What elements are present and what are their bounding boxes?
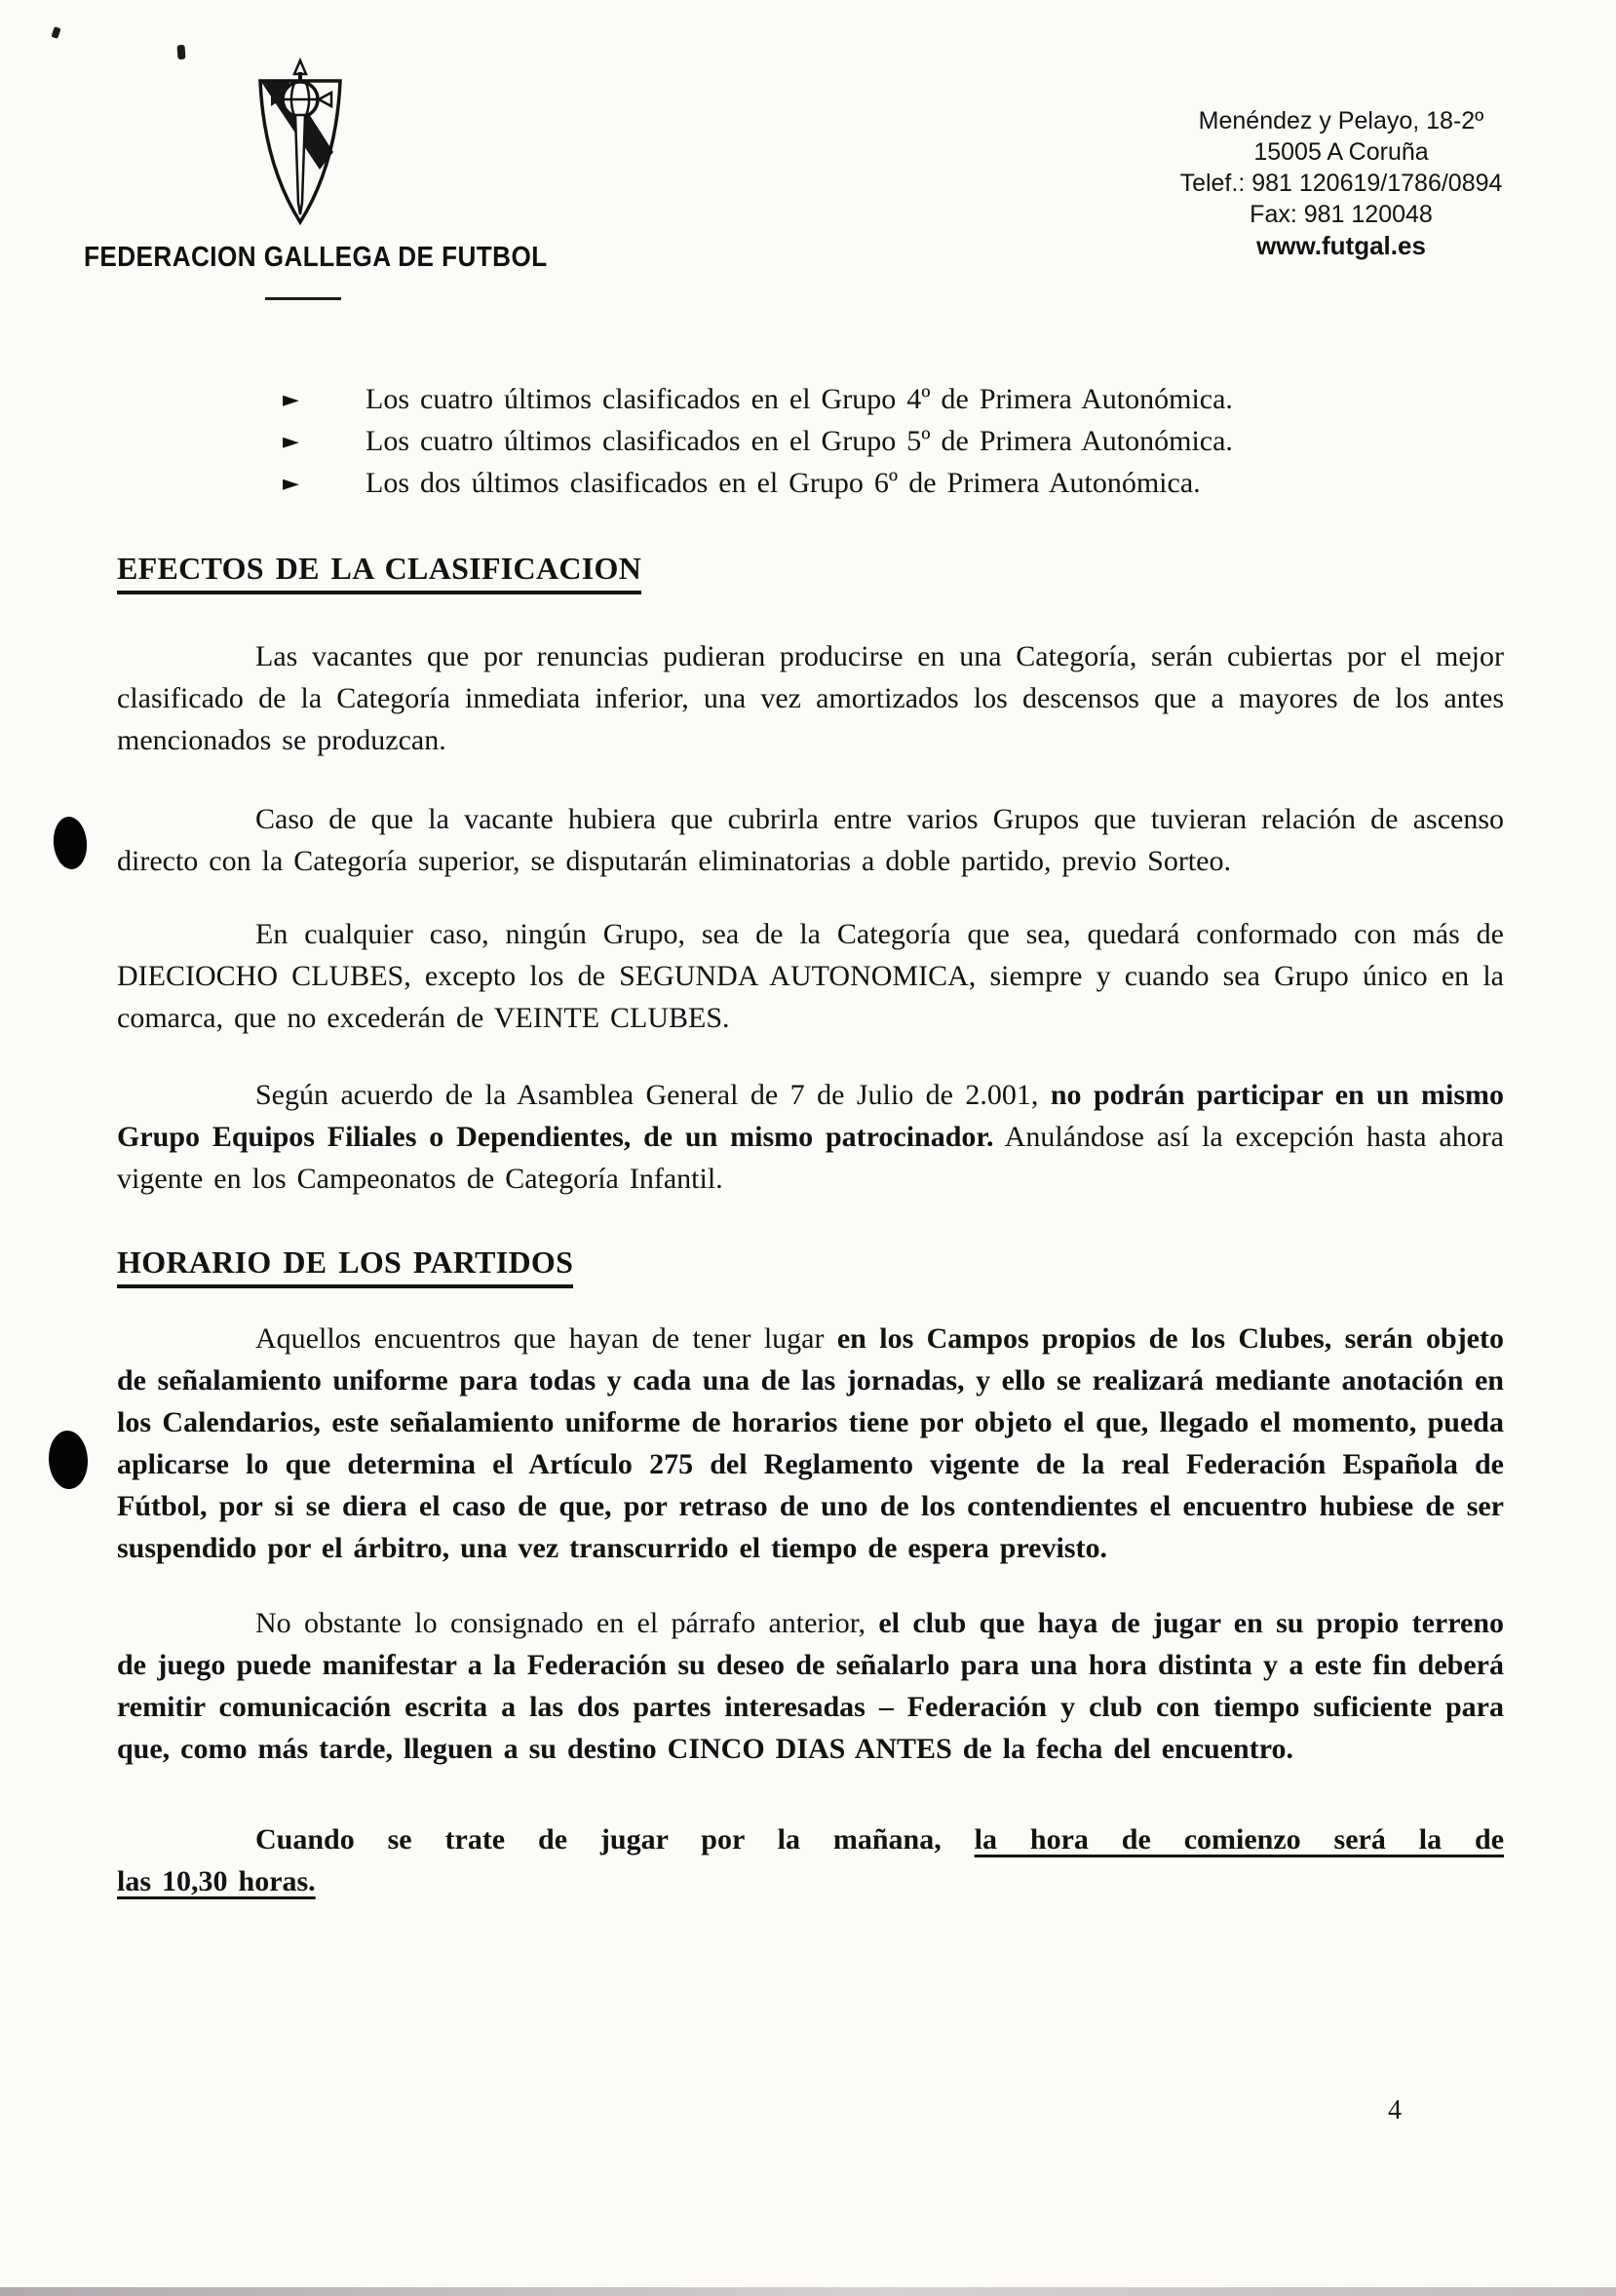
paragraph bbox=[117, 1818, 1504, 1902]
hole-punch-mark bbox=[47, 1430, 89, 1490]
paragraph bbox=[117, 1602, 1504, 1770]
bullet-arrow-icon: ► bbox=[283, 388, 299, 412]
paragraph-segment: Según acuerdo de la Asamblea General de 7 de Julio de 2.001, bbox=[255, 1079, 1051, 1111]
section-title-horario: HORARIO DE LOS PARTIDOS bbox=[117, 1243, 1504, 1288]
federation-crest-logo bbox=[250, 57, 351, 228]
bullet-arrow-icon: ► bbox=[283, 472, 299, 496]
org-name: FEDERACION GALLEGA DE FUTBOL bbox=[84, 242, 548, 273]
document-body bbox=[117, 378, 1504, 1902]
page-number: 4 bbox=[1388, 2095, 1402, 2125]
list-item bbox=[117, 462, 1504, 504]
bullet-text: Los cuatro últimos clasificados en el Grupo 5º de Primera Autonómica. bbox=[366, 425, 1233, 457]
scan-speck bbox=[176, 45, 185, 60]
paragraph-segment-underlined: la hora de comienzo será la de bbox=[974, 1823, 1505, 1856]
paragraph-segment: No obstante lo consignado en el párrafo anterior, bbox=[255, 1607, 879, 1639]
bullet-text: Los dos últimos clasificados en el Grupo 6º de Primera Autonómica. bbox=[366, 467, 1201, 499]
address-fax: Fax: 981 120048 bbox=[1250, 201, 1433, 228]
address-street: Menéndez y Pelayo, 18-2º bbox=[1198, 107, 1484, 134]
address-city: 15005 A Coruña bbox=[1253, 138, 1429, 166]
paragraph-segment: Aquellos encuentros que hayan de tener lugar bbox=[255, 1322, 837, 1355]
paragraph-segment: Anulándose así la excepción hasta ahora vigente en los Campeonatos de Categoría Infantil. bbox=[117, 1121, 1504, 1195]
paragraph-segment-underlined: las 10,30 horas. bbox=[117, 1865, 316, 1897]
paragraph: Caso de que la vacante hubiera que cubrirla entre varios Grupos que tuvieran relación de ascenso directo con la Categoría superior, se disputarán eliminatorias a doble partido, previo Sorteo. bbox=[117, 803, 1504, 877]
bullet-arrow-icon: ► bbox=[283, 430, 299, 454]
paragraph-line bbox=[117, 1860, 1504, 1902]
paragraph bbox=[117, 1318, 1504, 1569]
paragraph bbox=[117, 1074, 1504, 1200]
address-phone: Telef.: 981 120619/1786/0894 bbox=[1179, 170, 1503, 197]
letterhead-address-block bbox=[1170, 105, 1513, 261]
section-title-efectos: EFECTOS DE LA CLASIFICACION bbox=[117, 549, 1504, 594]
paragraph: En cualquier caso, ningún Grupo, sea de la Categoría que sea, quedará conformado con más de DIECIOCHO CLUBES, excepto los de SEGUNDA AUTONOMICA, siempre y cuando sea Grupo único en la comarca, que no excederán de VEINTE CLUBES. bbox=[117, 918, 1504, 1034]
paragraph-line bbox=[117, 1818, 1504, 1860]
website-url: www.futgal.es bbox=[1256, 231, 1426, 260]
org-name-underline bbox=[265, 297, 341, 300]
paragraph-segment-bold: el club que haya de jugar en su propio terreno de juego puede manifestar a la Federación su deseo de señalarlo para una hora distinta y a este fin deberá remitir comunicación escrita a las dos partes interesadas – Federación y club con tiempo suficiente para que, como más tarde, lleguen a su destino CINCO DIAS ANTES de la fecha del encuentro. bbox=[117, 1607, 1504, 1765]
bullet-text: Los cuatro últimos clasificados en el Grupo 4º de Primera Autonómica. bbox=[366, 383, 1233, 415]
hole-punch-mark bbox=[52, 816, 90, 871]
paragraph-segment-bold: Cuando se trate de jugar por la mañana, bbox=[255, 1823, 975, 1856]
relegation-bullet-list bbox=[117, 378, 1504, 504]
paragraph: Las vacantes que por renuncias pudieran producirse en una Categoría, serán cubiertas por el mejor clasificado de la Categoría inmediata inferior, una vez amortizados los descensos que a mayores de los antes mencionados se produzcan. bbox=[117, 640, 1504, 756]
list-item bbox=[117, 420, 1504, 462]
paragraph-segment-bold: en los Campos propios de los Clubes, serán objeto de señalamiento uniforme para todas y cada una de las jornadas, y ello se realizará mediante anotación en los Calendarios, este señalamiento uniforme de horarios tiene por objeto el que, llegado el momento, pueda aplicarse lo que determina el Artículo 275 del Reglamento vigente de la real Federación Española de Fútbol, por si se diera el caso de que, por retraso de uno de los contendientes el encuentro hubiese de ser suspendido por el árbitro, una vez transcurrido el tiempo de espera previsto. bbox=[117, 1322, 1504, 1564]
paragraph-segment-bold: no podrán participar en un mismo Grupo Equipos Filiales o Dependientes, de un mismo patrocinador. bbox=[117, 1079, 1504, 1153]
scan-edge bbox=[0, 2287, 1616, 2296]
scan-speck bbox=[51, 26, 60, 39]
list-item bbox=[117, 378, 1504, 420]
shield-icon bbox=[250, 57, 351, 228]
